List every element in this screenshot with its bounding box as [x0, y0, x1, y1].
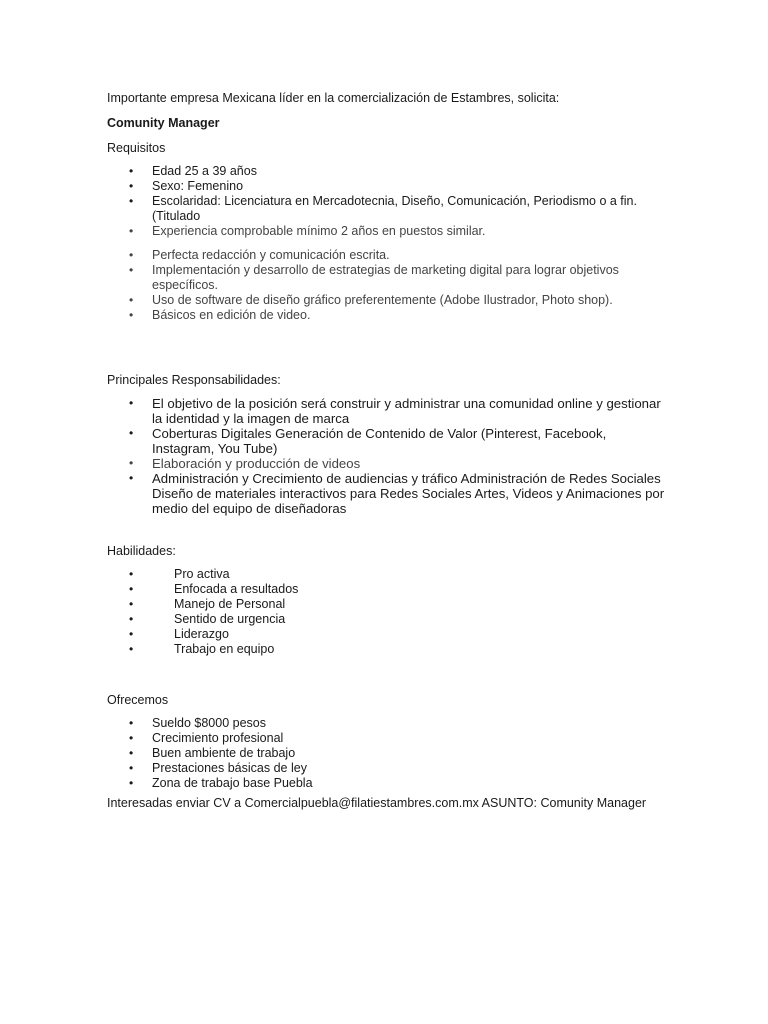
list-item: • Perfecta redacción y comunicación escrita.	[107, 248, 667, 263]
list-item: • Enfocada a resultados	[107, 582, 667, 597]
list-item: • Sentido de urgencia	[107, 612, 667, 627]
list-item: • Crecimiento profesional	[107, 731, 667, 746]
list-item: • Pro activa	[107, 567, 667, 582]
responsibilities-list	[107, 396, 667, 516]
intro-text: Importante empresa Mexicana líder en la comercialización de Estambres, solicita:	[107, 91, 560, 105]
skills-list	[107, 567, 667, 657]
list-item: • Sexo: Femenino	[107, 179, 667, 194]
list-item: • Coberturas Digitales Generación de Contenido de Valor (Pinterest, Facebook, Instagram, You Tube)	[107, 426, 667, 456]
requirements-list-secondary	[107, 248, 667, 323]
job-posting	[107, 91, 667, 811]
requirements-heading: Requisitos	[107, 141, 166, 155]
contact-text: Interesadas enviar CV a Comercialpuebla@filatiestambres.com.mx ASUNTO: Comunity Manager	[107, 796, 647, 810]
list-item: • El objetivo de la posición será construir y administrar una comunidad online y gestionar la identidad y la imagen de marca	[107, 396, 667, 426]
list-item: • Básicos en edición de video.	[107, 308, 667, 323]
offer-heading: Ofrecemos	[107, 693, 169, 707]
list-item: • Implementación y desarrollo de estrategias de marketing digital para lograr objetivos específicos.	[107, 263, 667, 293]
list-item: • Administración y Crecimiento de audiencias y tráfico Administración de Redes Sociales Diseño de materiales interactivos para Redes Sociales Artes, Videos y Animaciones por medio del equipo de diseñadoras	[107, 471, 667, 516]
list-item: • Sueldo $8000 pesos	[107, 716, 667, 731]
requirements-list-primary	[107, 164, 667, 239]
list-item: • Edad 25 a 39 años	[107, 164, 667, 179]
list-item: • Zona de trabajo base Puebla	[107, 776, 667, 791]
skills-heading: Habilidades:	[107, 544, 176, 558]
list-item: • Escolaridad: Licenciatura en Mercadotecnia, Diseño, Comunicación, Periodismo o a fin. (Titulado	[107, 194, 667, 224]
responsibilities-heading: Principales Responsabilidades:	[107, 373, 281, 387]
list-item: • Buen ambiente de trabajo	[107, 746, 667, 761]
list-item: • Experiencia comprobable mínimo 2 años en puestos similar.	[107, 224, 667, 239]
list-item: • Liderazgo	[107, 627, 667, 642]
list-item: • Manejo de Personal	[107, 597, 667, 612]
list-item: • Uso de software de diseño gráfico preferentemente (Adobe Ilustrador, Photo shop).	[107, 293, 667, 308]
position-title: Comunity Manager	[107, 116, 220, 130]
list-item: • Prestaciones básicas de ley	[107, 761, 667, 776]
list-item: • Elaboración y producción de videos	[107, 456, 667, 471]
offer-list	[107, 716, 667, 791]
list-item: • Trabajo en equipo	[107, 642, 667, 657]
